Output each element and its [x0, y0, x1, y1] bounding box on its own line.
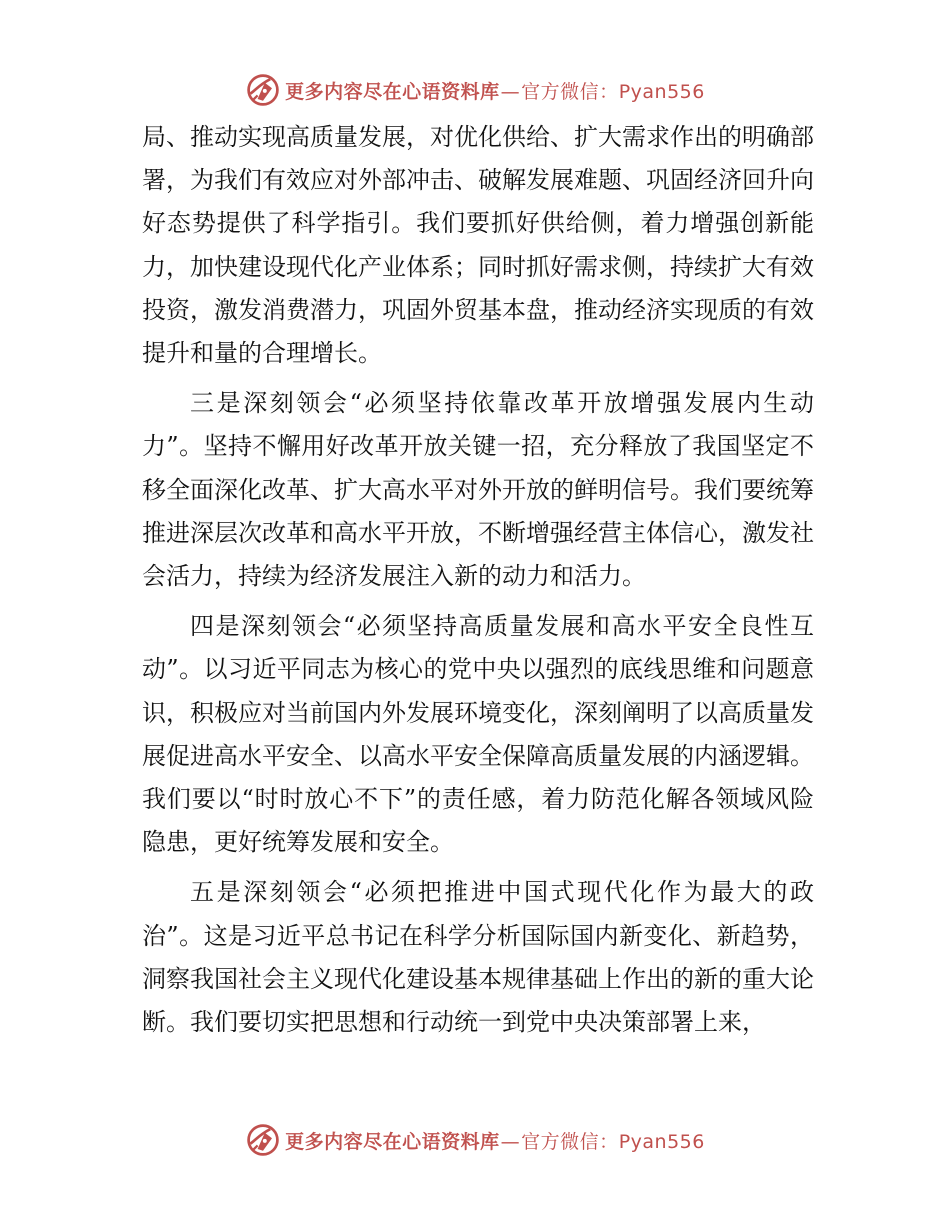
paragraph-point-five: 五是深刻领会“必须把推进中国式现代化作为最大的政治”。这是习近平总书记在科学分析国际国内新变化、新趋势，洞察我国社会主义现代化建设基本规律基础上作出的新的重大论断。我们要切实把思想和行动统一到党中央决策部署上来， — [142, 878, 814, 1037]
watermark-main-text: 更多内容尽在心语资料库 — [285, 80, 500, 103]
paragraph-continuation: 局、推动实现高质量发展，对优化供给、扩大需求作出的明确部署，为我们有效应对外部冲击、破解发展难题、巩固经济回升向好态势提供了科学指引。我们要抓好供给侧，着力增强创新能力，加快建设现代化产业体系；同时抓好需求侧，持续扩大有效投资，激发消费潜力，巩固外贸基本盘，推动经济实现质的有效提升和量的合理增长。 — [142, 123, 814, 368]
pen-nib-logo-icon — [245, 1122, 281, 1158]
watermark-separator: — — [500, 1130, 521, 1153]
document-body — [142, 116, 814, 1044]
watermark-separator: — — [500, 80, 521, 103]
watermark-suffix: 官方微信： — [521, 1130, 619, 1153]
pen-nib-logo-icon — [245, 72, 281, 108]
watermark-wechat-id: Pyan556 — [618, 80, 705, 103]
watermark-main-text: 更多内容尽在心语资料库 — [285, 1130, 500, 1153]
paragraph-point-four: 四是深刻领会“必须坚持高质量发展和高水平安全良性互动”。以习近平同志为核心的党中央以强烈的底线思维和问题意识，积极应对当前国内外发展环境变化，深刻阐明了以高质量发展促进高水平安全、以高水平安全保障高质量发展的内涵逻辑。我们要以“时时放心不下”的责任感，着力防范化解各领域风险隐患，更好统筹发展和安全。 — [142, 612, 814, 857]
watermark-suffix: 官方微信： — [521, 80, 619, 103]
watermark-wechat-id: Pyan556 — [618, 1130, 705, 1153]
footer-watermark — [0, 1120, 950, 1160]
header-watermark — [0, 70, 950, 110]
paragraph-point-three: 三是深刻领会“必须坚持依靠改革开放增强发展内生动力”。坚持不懈用好改革开放关键一招，充分释放了我国坚定不移全面深化改革、扩大高水平对外开放的鲜明信号。我们要统筹推进深层次改革和高水平开放，不断增强经营主体信心，激发社会活力，持续为经济发展注入新的动力和活力。 — [142, 389, 814, 591]
